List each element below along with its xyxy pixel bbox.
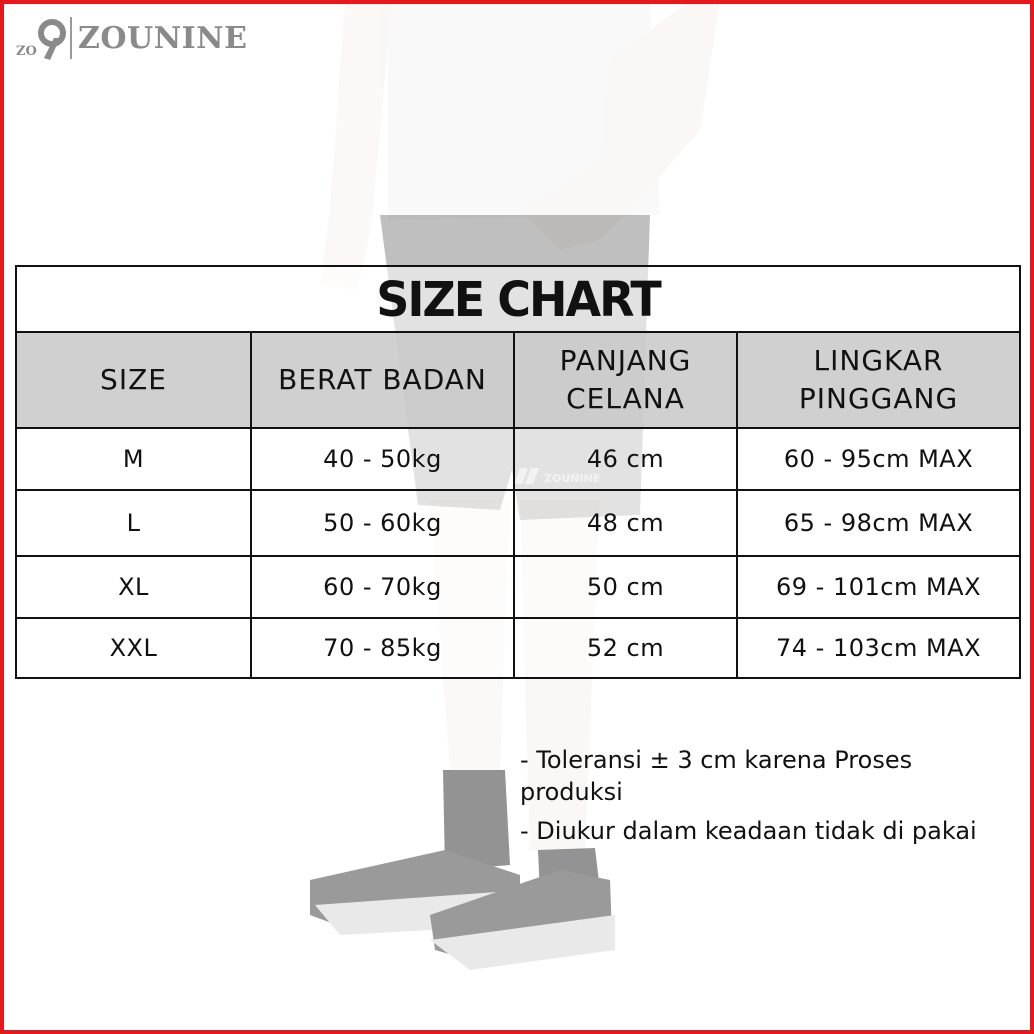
zounine-logo-icon <box>16 14 68 62</box>
table-row <box>16 490 1020 556</box>
size-cell: XXL <box>16 618 251 678</box>
header-panjang-celana: PANJANG CELANA <box>514 332 737 428</box>
brand-name: ZOUNINE <box>78 20 248 56</box>
logo-mark-text: ZO <box>16 44 37 59</box>
notes <box>520 744 1020 854</box>
header-lingkar-pinggang: LINGKAR PINGGANG <box>737 332 1020 428</box>
note-measurement: - Diukur dalam keadaan tidak di pakai <box>520 817 977 845</box>
size-cell: L <box>16 490 251 556</box>
weight-cell: 40 - 50kg <box>251 428 514 490</box>
table-row <box>16 618 1020 678</box>
waist-cell: 60 - 95cm MAX <box>737 428 1020 490</box>
length-cell: 48 cm <box>514 490 737 556</box>
weight-cell: 50 - 60kg <box>251 490 514 556</box>
weight-cell: 70 - 85kg <box>251 618 514 678</box>
size-chart-table <box>15 265 1021 679</box>
table-row <box>16 556 1020 618</box>
length-cell: 50 cm <box>514 556 737 618</box>
header-berat-badan: BERAT BADAN <box>251 332 514 428</box>
waist-cell: 69 - 101cm MAX <box>737 556 1020 618</box>
header-row <box>16 332 1020 428</box>
table-row <box>16 428 1020 490</box>
logo-divider <box>70 17 72 59</box>
waist-cell: 74 - 103cm MAX <box>737 618 1020 678</box>
chart-title: SIZE CHART <box>16 264 1020 333</box>
brand-logo <box>16 14 247 62</box>
weight-cell: 60 - 70kg <box>251 556 514 618</box>
waist-cell: 65 - 98cm MAX <box>737 490 1020 556</box>
note-tolerance: - Toleransi ± 3 cm karena Proses produksi <box>520 746 913 806</box>
header-size: SIZE <box>16 332 251 428</box>
size-cell: XL <box>16 556 251 618</box>
length-cell: 52 cm <box>514 618 737 678</box>
length-cell: 46 cm <box>514 428 737 490</box>
size-cell: M <box>16 428 251 490</box>
